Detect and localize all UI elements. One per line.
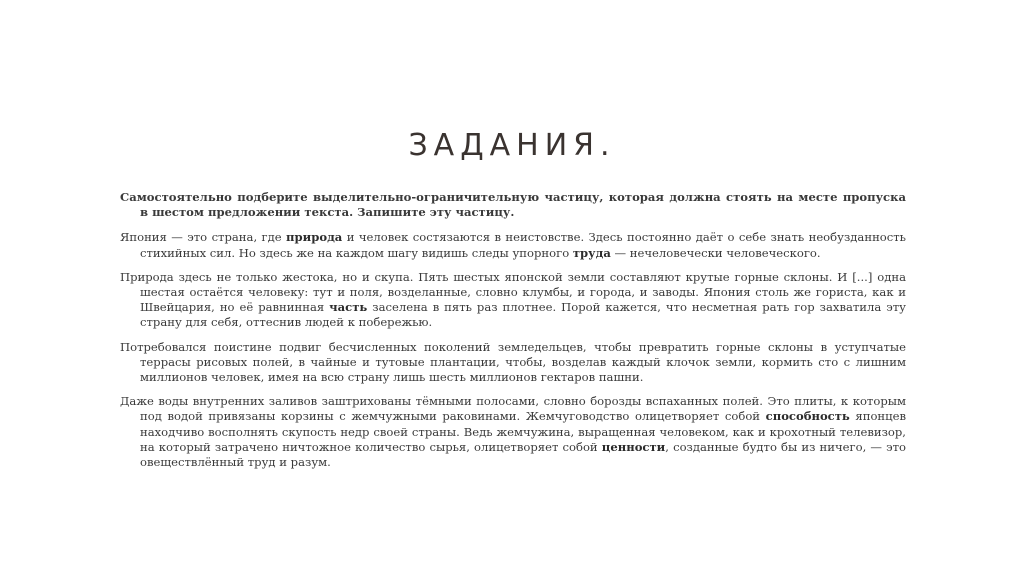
paragraph-text: Потребовался поистине подвиг бесчисленных поколений земледельцев, чтобы превратить горные склоны в уступчатые террасы рисовых полей, в чайные и тутовые плантации, чтобы, возделав каждый клочок земли, кормить сто с лишним миллионов человек, имея на всю страну лишь шесть миллионов гектаров пашни. [120, 339, 906, 385]
paragraph-text: заселена в пять раз плотнее. Порой кажется, что несметная рать гор захватила эту страну для себя, оттеснив людей к побережью. [140, 300, 907, 330]
paragraph-text: и человек состязаются в неистовстве. Здесь постоянно даёт о себе знать необузданность стихийных сил. Но здесь же на каждом шагу видишь следы упорного [140, 230, 906, 260]
bold-word: труда [572, 245, 611, 260]
bold-word: ценности [601, 439, 666, 454]
bold-word: природа [286, 230, 343, 245]
paragraph-text: Япония — это страна, где [120, 230, 287, 245]
text-paragraph-4 [120, 394, 906, 470]
slide-body [120, 190, 906, 479]
paragraph-text: Даже воды внутренних заливов заштрихованы тёмными полосами, словно борозды вспаханных полей. Это плиты, к которым под водой привязаны корзины с жемчужными раковинами. Жемчуговодство олицетворяет собой [120, 394, 906, 424]
text-paragraph-2 [120, 270, 906, 331]
paragraph-text: — нечеловечески человеческого. [610, 245, 821, 260]
text-paragraph-1 [120, 230, 906, 260]
bold-word: способность [765, 409, 850, 424]
slide-title: ЗАДАНИЯ. [408, 128, 616, 163]
task-instruction: Самостоятельно подберите выделительно-ограничительную частицу, которая должна стоять на месте пропуска в шестом предложении текста. Запишите эту частицу. [120, 190, 906, 220]
paragraph-text: японцев находчиво восполнять скупость недр своей страны. Ведь жемчужина, выращенная человеком, как и крохотный телевизор, на который затрачено ничтожное количество сырья, олицетворяет собой [140, 409, 907, 454]
text-paragraph-3 [120, 340, 906, 386]
bold-word: часть [329, 300, 368, 315]
paragraph-text: Природа здесь не только жестока, но и скупа. Пять шестых японской земли составляют крутые горные склоны. И [...] одна шестая остаётся человеку: тут и поля, возделанные, словно клумбы, и города, и заводы. Япония столь же гориста, как и Швейцария, но её равнинная [120, 269, 906, 315]
paragraph-text: , созданные будто бы из ничего, — это овеществлённый труд и разум. [140, 439, 907, 470]
